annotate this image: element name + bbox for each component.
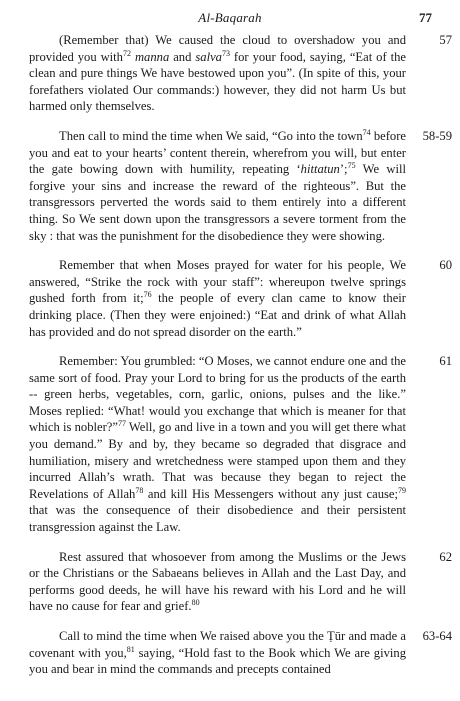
footnote-marker: 72 xyxy=(122,48,131,58)
footnote-marker: 80 xyxy=(191,598,200,608)
text-run: before you and eat to your hearts’ content therein, wherefrom you will, but enter the gate bowing down with humility, repeating ‘ xyxy=(29,128,407,177)
footnote-marker: 79 xyxy=(398,485,407,495)
footnote-marker: 73 xyxy=(221,48,230,58)
verse-paragraph xyxy=(0,549,460,615)
italic-term: hittatun xyxy=(300,162,340,177)
verse-number: 63-64 xyxy=(422,629,452,643)
paragraph-text xyxy=(29,628,406,678)
verse-number: 58-59 xyxy=(422,128,452,143)
verse-number: 60 xyxy=(439,258,452,273)
verse-paragraph xyxy=(0,32,460,115)
paragraph-text xyxy=(29,32,406,115)
footnote-marker: 77 xyxy=(117,419,126,429)
verse-paragraph xyxy=(0,628,460,678)
text-run: Rest assured that whosoever from among the Muslims or the Jews or the Christians or the Sabaeans believes in Allah and the Last Day, and performs good deeds, he will have his reward with his Lord and he will have no cause for fear and grief. xyxy=(29,549,406,614)
text-run: for your food, saying, “Eat of the clean and pure things We have bestowed upon you”. (In spite of this, your forefathers violated Our commands:) however, they did not harm Us but harmed only themselves. xyxy=(29,49,406,114)
text-run: Then call to mind the time when We said, “Go into the town xyxy=(59,128,363,143)
footnote-marker: 74 xyxy=(362,127,371,137)
text-run: Remember that when Moses prayed for water for his people, We answered, “Strike the rock with your staff”: whereupon twelve springs gushed forth from it; xyxy=(29,258,406,306)
footnote-marker: 75 xyxy=(347,160,356,170)
text-run: and xyxy=(169,49,196,64)
text-run: (Remember that) We caused the cloud to overshadow you and provided you with xyxy=(29,33,406,64)
verse-number: 57 xyxy=(439,33,452,47)
body-text xyxy=(0,32,460,678)
verse-paragraph xyxy=(0,128,460,244)
paragraph-text xyxy=(29,549,406,615)
text-run: Call to mind the time when We raised above you the Ṭūr and made a covenant with you, xyxy=(29,629,406,660)
text-run: Remember: You grumbled: “O Moses, we cannot endure one and the same sort of food. Pray your Lord to bring for us the products of the earth -- green herbs, vegetables, corn, garlic, onions, pulses and the like.” Moses replied: “What! would you exchange that which is meaner for that which is nobler?” xyxy=(29,354,406,435)
running-head: Al-Baqarah xyxy=(198,10,262,25)
verse-paragraph xyxy=(0,257,460,340)
footnote-marker: 78 xyxy=(135,485,144,495)
footnote-marker: 76 xyxy=(143,290,152,300)
paragraph-text xyxy=(29,128,406,244)
text-run: Well, go and live in a town and you will get there what you demand.” By and by, they became so degraded that disgrace and humiliation, misery and wretchedness were stamped upon them and they incurred Allah’s wrath. That was because they began to reject the Revelations of Allah xyxy=(29,420,406,501)
text-run: saying, “Hold fast to the Book which We are giving you and bear in mind the commands and precepts contained xyxy=(29,645,406,677)
verse-paragraph xyxy=(0,353,460,536)
text-run: ’; xyxy=(339,162,348,177)
italic-term: salva xyxy=(195,49,222,64)
paragraph-text xyxy=(29,353,406,536)
text-run: that was the consequence of their disobedience and their persistent transgression against the Law. xyxy=(29,503,406,535)
text-run: and kill His Messengers without any just cause; xyxy=(143,486,399,501)
page-header xyxy=(0,10,460,32)
paragraph-text xyxy=(29,257,406,340)
verse-number: 61 xyxy=(439,354,452,369)
italic-term: manna xyxy=(134,49,170,64)
text-run: We will forgive your sins and increase the reward of the righteous”. But the transgressors perverted the words said to them entirely into a different thing. So We sent down upon the transgressors a severe torment from the sky : that was the punishment for the disobedience they were showing. xyxy=(29,162,406,243)
page-number: 77 xyxy=(419,10,432,25)
text-run: the people of every clan came to know their drinking place. (Then they were enjoined:) “Eat and drink of what Allah has provided and do not spread disorder on the earth.” xyxy=(29,291,406,339)
verse-number: 62 xyxy=(439,549,452,564)
footnote-marker: 81 xyxy=(126,644,135,654)
